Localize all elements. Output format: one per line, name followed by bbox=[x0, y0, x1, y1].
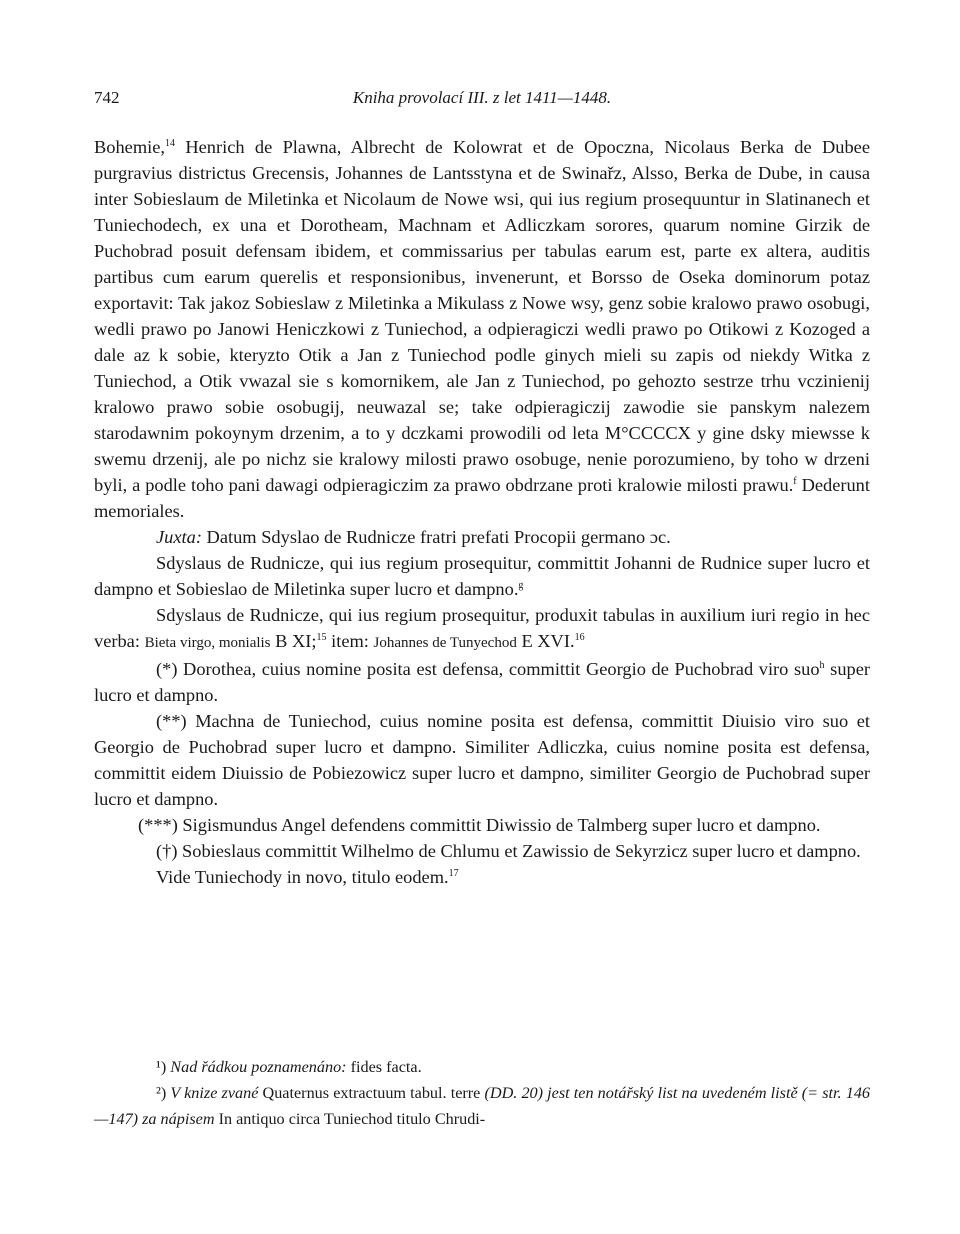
text-run: In antiquo circa Tuniechod titulo Chrudi- bbox=[214, 1110, 486, 1128]
footnote-1 bbox=[94, 1054, 870, 1080]
text-run: V knize zvané bbox=[170, 1084, 259, 1102]
text-run: Sdyslaus de Rudnicze, qui ius regium prosequitur, committit Johanni de Rudnice super lucro et dampno et Sobieslao de Miletinka super lucro et dampno. bbox=[94, 553, 870, 599]
running-title: Kniha provolací III. z let 1411—1448. bbox=[352, 88, 612, 107]
footnote-ref-h: h bbox=[819, 660, 825, 671]
footnote-ref-14: 14 bbox=[165, 138, 175, 149]
page-header bbox=[94, 86, 870, 110]
table-citation: Johannes de Tunyechod bbox=[373, 635, 517, 651]
text-run: (**) Machna de Tuniechod, cuius nomine posita est defensa, committit Diuisio viro suo et Georgio de Puchobrad super lucro et dampno. Similiter Adliczka, cuius nomine posita est defensa, committit eidem Diuissio de Pobiezowicz super lucro et dampno, similiter Georgio de Puchobrad super lucro et dampno. bbox=[94, 711, 870, 809]
text-run: (†) Sobieslaus committit Wilhelmo de Chlumu et Zawissio de Sekyrzicz super lucro et dampno. bbox=[156, 841, 861, 861]
text-run: Datum Sdyslao de Rudnicze fratri prefati Procopii germano ɔc. bbox=[201, 527, 671, 547]
paragraph-machna bbox=[94, 708, 870, 812]
footnote-number: ²) bbox=[156, 1084, 167, 1102]
footnote-number: ¹) bbox=[156, 1058, 167, 1076]
text-run: item: bbox=[326, 631, 374, 651]
text-run: Quaternus extractuum tabul. terre bbox=[258, 1084, 485, 1102]
juxta-label: Juxta: bbox=[156, 527, 202, 547]
text-run: (DD. 20) jest ten notářský list na uvedeném listě (= str. 146—147) za nápisem bbox=[94, 1084, 871, 1128]
footnote-ref-f: f bbox=[793, 476, 797, 487]
table-citation: Bieta virgo, monialis bbox=[144, 635, 271, 651]
text-run: (***) Sigismundus Angel defendens committit Diwissio de Talmberg super lucro et dampno. bbox=[138, 815, 821, 835]
paragraph-sobieslaus bbox=[94, 838, 870, 864]
text-run: Bohemie, bbox=[94, 137, 165, 157]
main-text bbox=[94, 134, 870, 890]
footnote-ref-15: 15 bbox=[316, 632, 327, 643]
text-run: B XI; bbox=[270, 631, 317, 651]
text-run: fides facta. bbox=[346, 1058, 422, 1076]
text-run: Sdyslaus de Rudnicze, qui ius regium prosequitur, produxit tabulas in auxilium iuri regio in hec verba: bbox=[94, 605, 870, 651]
text-run: Dederunt memoriales. bbox=[94, 475, 870, 521]
paragraph-juxta bbox=[94, 524, 870, 550]
paragraph-sdyslaus-commission bbox=[94, 550, 870, 602]
text-run: E XVI. bbox=[516, 631, 575, 651]
footnotes bbox=[94, 1054, 870, 1132]
text-run: (*) Dorothea, cuius nomine posita est defensa, committit Georgio de Puchobrad viro suo bbox=[156, 659, 820, 679]
text-run: super lucro et dampno. bbox=[94, 659, 870, 705]
text-run: Nad řádkou poznamenáno: bbox=[170, 1058, 347, 1076]
page-number: 742 bbox=[94, 88, 120, 107]
paragraph-sigismundus bbox=[94, 812, 870, 838]
footnote-ref-g: g bbox=[518, 580, 524, 591]
text-run: Vide Tuniechody in novo, titulo eodem. bbox=[156, 867, 449, 887]
paragraph-verdict bbox=[94, 134, 870, 524]
paragraph-vide bbox=[94, 864, 870, 890]
footnote-ref-16: 16 bbox=[574, 632, 585, 643]
footnote-2 bbox=[94, 1080, 870, 1132]
paragraph-sdyslaus-tables bbox=[94, 602, 870, 656]
footnote-ref-17: 17 bbox=[448, 868, 459, 879]
paragraph-dorothea bbox=[94, 656, 870, 708]
text-run: Henrich de Plawna, Albrecht de Kolowrat et de Opoczna, Nicolaus Berka de Dubee purgravius districtus Grecensis, Johannes de Lantsstyna et de Swinařz, Alsso, Berka de Dube, in causa inter Sobieslaum de Miletinka et Nicolaum de Nowe wsi, qui ius regium prosequuntur in Slatinanech et Tuniechodech, ex una et Dorotheam, Machnam et Adliczkam sorores, quarum nomine Girzik de Puchobrad posuit defensam ibidem, et commissarius per tabulas earum est, parte ex altera, auditis partibus cum earum querelis et responsionibus, invenerunt, et Borsso de Oseka dominorum potaz exportavit: Tak jakoz Sobieslaw z Miletinka a Mikulass z Nowe wsy, genz sobie kralowo prawo osobugi, wedli prawo po Janowi Heniczkowi z Tuniechod, a odpieragiczi wedli prawo po Otikowi z Kozoged a dale az k sobie, kteryzto Otik a Jan z Tuniechod podle ginych mieli su zapis od niekdy Witka z Tuniechod, a Otik vwazal sie s komornikem, ale Jan z Tuniechod, po gehozto sestrze trhu vczinienij kralowo prawo sobie osobugij, neuwazal se; take odpieragiczij zawodie sie panskym nalezem starodawnim pokoynym drzenim, a to y dczkami prowodili od leta M°CCCCX y gine dsky miewsse k swemu drzenij, ale po nichz sie kralowy milosti prawo osobuge, nenie porozumieno, by toho w drzeni byli, a podle toho pani dawagi odpieragiczim za prawo obdrzane proti kralowie milosti prawu. bbox=[94, 137, 870, 495]
